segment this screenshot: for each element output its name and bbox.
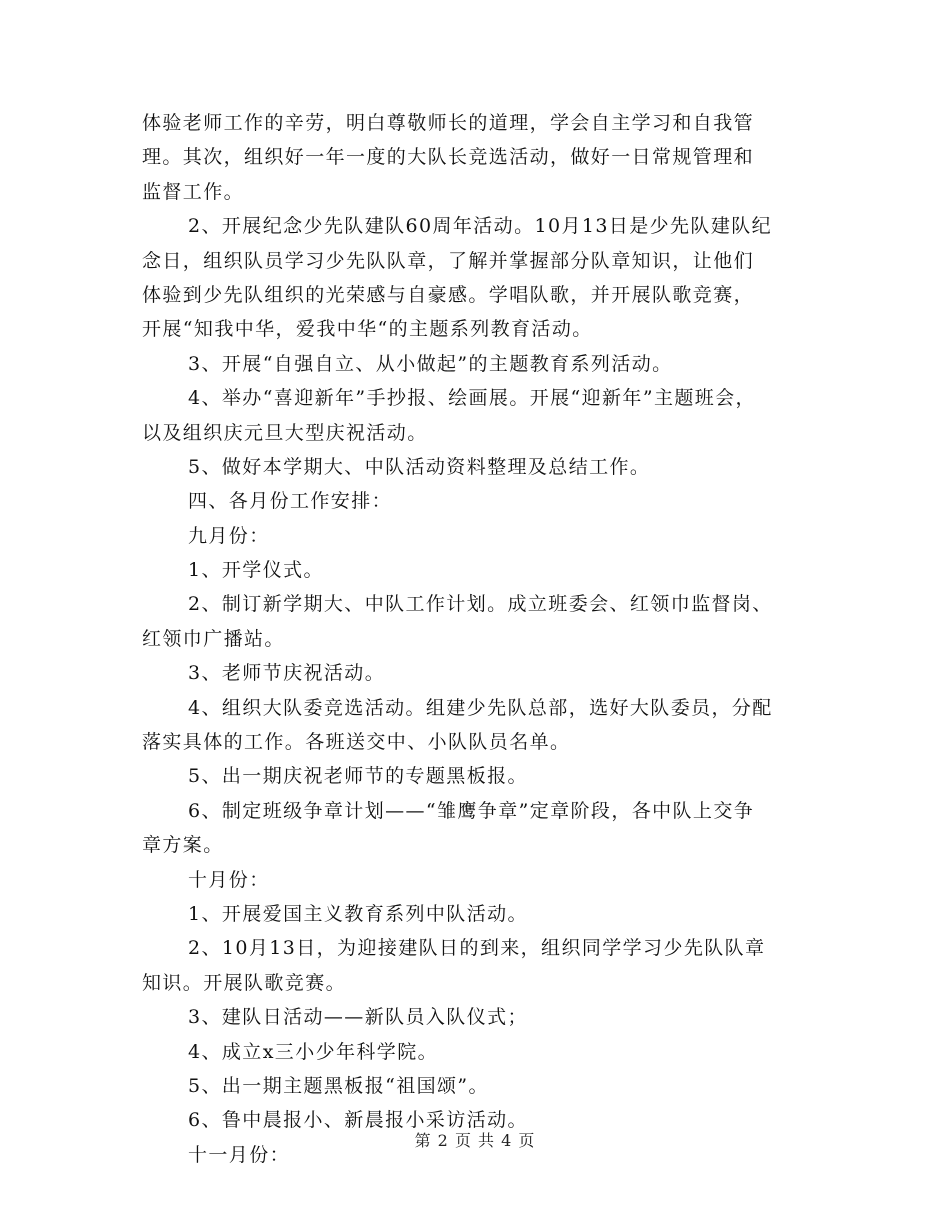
text-line: 体验老师工作的辛劳，明白尊敬师长的道理，学会自主学习和自我管 (142, 112, 755, 134)
text-line: 3、老师节庆祝活动。 (188, 662, 386, 685)
text-line: 开展“知我中华，爱我中华“的主题系列教育活动。 (142, 318, 593, 341)
text-line: 3、开展“自强自立、从小做起”的主题教育系列活动。 (188, 352, 673, 375)
text-line: 5、出一期主题黑板报“祖国颂”。 (188, 1074, 489, 1097)
text-line: 九月份： (188, 524, 270, 547)
page-number-footer: 第 2 页 共 4 页 (414, 1131, 536, 1150)
text-line: 十一月份： (188, 1143, 291, 1166)
text-line: 章方案。 (142, 834, 224, 857)
text-line: 6、鲁中晨报小、新晨报小采访活动。 (188, 1109, 528, 1132)
text-line: 落实具体的工作。各班送交中、小队队员名单。 (142, 731, 571, 754)
text-line: 1、开展爱国主义教育系列中队活动。 (188, 902, 528, 925)
text-line: 2、制订新学期大、中队工作计划。成立班委会、红领巾监督岗、 (188, 593, 773, 616)
text-line: 理。其次，组织好一年一度的大队长竞选活动，做好一日常规管理和 (142, 146, 755, 169)
text-line: 2、开展纪念少先队建队60周年活动。10月13日是少先队建队纪 (188, 215, 773, 238)
text-line: 5、出一期庆祝老师节的专题黑板报。 (188, 765, 528, 788)
text-line: 知识。开展队歌竞赛。 (142, 971, 347, 994)
text-line: 念日，组织队员学习少先队队章，了解并掌握部分队章知识，让他们 (142, 249, 755, 272)
text-line: 监督工作。 (142, 180, 245, 203)
text-line: 3、建队日活动——新队员入队仪式； (188, 1006, 528, 1029)
text-line: 以及组织庆元旦大型庆祝活动。 (142, 421, 428, 444)
text-line: 四、各月份工作安排： (188, 490, 393, 513)
text-line: 4、举办“喜迎新年”手抄报、绘画展。开展“迎新年”主题班会， (188, 387, 756, 410)
text-line: 十月份： (188, 868, 270, 891)
text-line: 6、制定班级争章计划——“雏鹰争章”定章阶段，各中队上交争 (188, 799, 755, 822)
text-line: 1、开学仪式。 (188, 559, 324, 582)
document-body (142, 106, 832, 1172)
text-line: 4、成立x三小少年科学院。 (188, 1040, 439, 1063)
text-line: 4、组织大队委竞选活动。组建少先队总部，选好大队委员，分配 (188, 696, 773, 719)
text-line: 体验到少先队组织的光荣感与自豪感。学唱队歌，并开展队歌竞赛， (142, 283, 755, 306)
text-line: 红领巾广播站。 (142, 627, 285, 650)
text-line: 2、10月13日，为迎接建队日的到来，组织同学学习少先队队章 (188, 937, 766, 960)
text-line: 5、做好本学期大、中队活动资料整理及总结工作。 (188, 455, 651, 478)
